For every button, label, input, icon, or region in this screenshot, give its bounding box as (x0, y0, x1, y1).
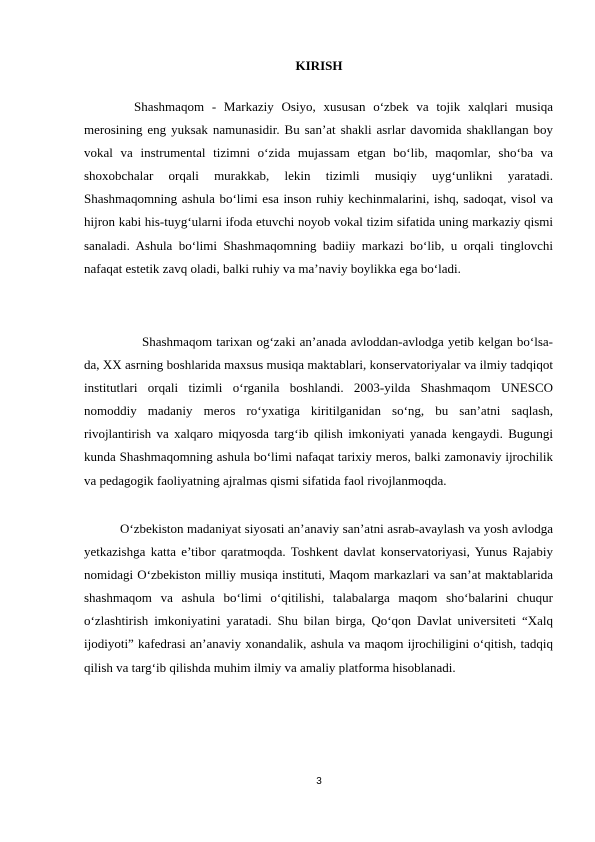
paragraph-3: O‘zbekiston madaniyat siyosati an’anaviy san’atni asrab-avaylash va yosh avlodga yetkazishga katta e’tibor qaratmoqda. Toshkent davlat konservatoriyasi, Yunus Rajabiy nomidagi O‘zbekiston milliy musiqa instituti, Maqom markazlari va san’at maktablarida shashmaqom va ashula bo‘limi o‘qitilishi, talabalarga maqom sho‘balarini chuqur o‘zlashtirish imkoniyatini yaratadi. Shu bilan birga, Qo‘qon Davlat universiteti “Xalq ijodiyoti” kafedrasi an’anaviy xonandalik, ashula va maqom ijrochiligini o‘qitish, tadqiq qilish va targ‘ib qilishda muhim ilmiy va amaliy platforma hisoblanadi. (84, 521, 553, 675)
page-number: 3 (316, 776, 322, 787)
paragraph-1: Shashmaqom - Markaziy Osiyo, xususan o‘zbek va tojik xalqlari musiqa merosining eng yuksak namunasidir. Bu san’at shakli asrlar davomida shakllangan boy vokal va instrumental tizimni o‘zida mujassam etgan bo‘lib, maqomlar, sho‘ba va shoxobchalar orqali murakkab, lekin tizimli musiqiy uyg‘unlikni yaratadi. Shashmaqomning ashula bo‘limi esa inson ruhiy kechinmalarini, ishq, sadoqat, visol va hijron kabi his-tuyg‘ularni ifoda etuvchi noyob vokal tizim sifatida uning markaziy qismi sanaladi. Ashula bo‘limi Shashmaqomning badiiy markazi bo‘lib, u orqali tinglovchi nafaqat estetik zavq oladi, balki ruhiy va ma’naviy boylikka ega bo‘ladi. (84, 99, 553, 276)
page-title: KIRISH (295, 58, 343, 73)
paragraph-2: Shashmaqom tarixan og‘zaki an’anada avloddan-avlodga yetib kelgan bo‘lsa-da, XX asrning boshlarida maxsus musiqa maktablari, konservatoriyalar va ilmiy tadqiqot institutlari orqali tizimli o‘rganila boshlandi. 2003-yilda Shashmaqom UNESCO nomoddiy madaniy meros ro‘yxatiga kiritilganidan so‘ng, bu san’atni saqlash, rivojlantirish va xalqaro miqyosda targ‘ib qilish imkoniyati yanada kengaydi. Bugungi kunda Shashmaqomning ashula bo‘limi nafaqat tarixiy meros, balki zamonaviy ijrochilik va pedagogik faoliyatning ajralmas qismi sifatida faol rivojlanmoqda. (84, 334, 553, 488)
